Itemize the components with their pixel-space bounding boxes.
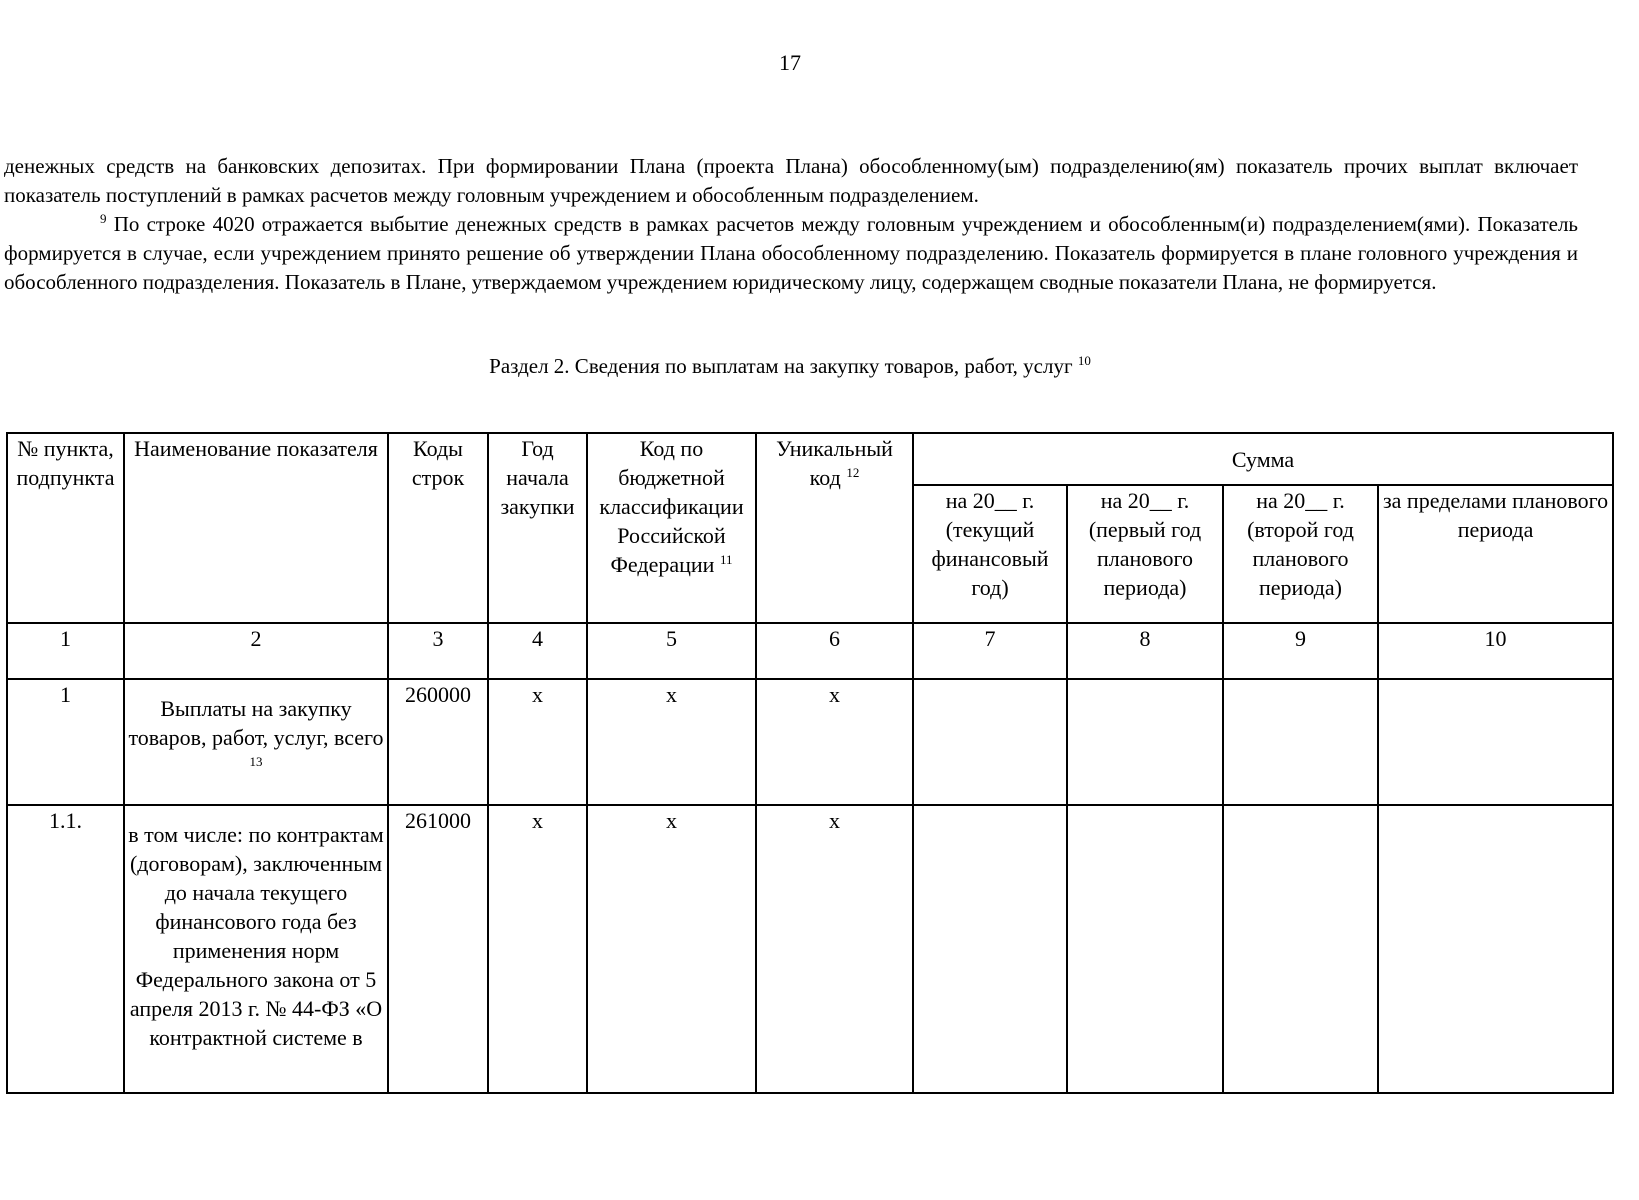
header-unique-code-footnote: 12 [846,465,860,480]
row-sum-cell [1378,679,1613,805]
row-year: x [488,805,587,1093]
header-budget-code [587,433,756,623]
column-number-row [7,623,1613,679]
section-footnote-marker: 10 [1077,353,1091,368]
row-code: 261000 [388,805,488,1093]
row-sum-cell [1067,679,1223,805]
column-number: 5 [587,623,756,679]
footnote-9-paragraph [4,210,1578,297]
row-year: x [488,679,587,805]
header-item-number: № пункта, подпункта [7,433,124,623]
header-budget-code-text: Код по бюджетной классификации Российской Федерации [599,436,744,577]
header-sum-current-year: на 20__ г. (текущий финансовый год) [913,485,1067,623]
row-code: 260000 [388,679,488,805]
header-sum-second-plan-year: на 20__ г. (второй год планового периода) [1223,485,1378,623]
purchase-payments-table [6,432,1614,1094]
column-number: 1 [7,623,124,679]
row-budget-code: x [587,805,756,1093]
section-title [0,354,1580,379]
header-indicator-name: Наименование показателя [124,433,388,623]
row-sum-cell [1378,805,1613,1093]
header-unique-code-text: Уникальный код [776,436,893,490]
header-line-codes: Коды строк [388,433,488,623]
header-sum-first-plan-year: на 20__ г. (первый год планового периода) [1067,485,1223,623]
footnote-9-text: По строке 4020 отражается выбытие денежных средств в рамках расчетов между головным учреждением и обособленным(и) подразделением(ями). Показатель формируется в случае, если учреждением принято решение об утверждении Плана обособленному подразделению. Показатель формируется в плане головного учреждения и обособленного подразделения. Показатель в Плане, утверждаемом учреждением юридическому лицу, содержащем сводные показатели Плана, не формируется. [4,212,1578,294]
paragraph-continuation: денежных средств на банковских депозитах. При формировании Плана (проекта Плана) обособленному(ым) подразделению(ям) показатель прочих выплат включает показатель поступлений в рамках расчетов между головным учреждением и обособленным подразделением. [4,154,1578,207]
column-number: 2 [124,623,388,679]
row-name-footnote: 13 [249,754,263,769]
column-number: 8 [1067,623,1223,679]
footnote-marker: 9 [100,211,107,226]
row-name-text: в том числе: по контрактам (договорам), заключенным до начала текущего финансового года без применения норм Федерального закона от 5 апреля 2013 г. № 44-ФЗ «О контрактной системе в [128,822,384,1050]
header-sum-beyond-plan: за пределами планового периода [1378,485,1613,623]
table-row [7,805,1613,1093]
column-number: 7 [913,623,1067,679]
header-unique-code [756,433,913,623]
body-text [4,152,1578,297]
row-number: 1.1. [7,805,124,1093]
column-number: 9 [1223,623,1378,679]
row-sum-cell [913,679,1067,805]
column-number: 10 [1378,623,1613,679]
header-sum: Сумма [913,433,1613,485]
row-name [124,805,388,1093]
row-name-text: Выплаты на закупку товаров, работ, услуг, всего [128,696,384,750]
row-unique-code: x [756,679,913,805]
row-sum-cell [1223,679,1378,805]
table-row [7,679,1613,805]
header-budget-code-footnote: 11 [719,552,733,567]
row-sum-cell [1223,805,1378,1093]
table-header-row [7,433,1613,485]
column-number: 3 [388,623,488,679]
column-number: 6 [756,623,913,679]
row-budget-code: x [587,679,756,805]
section-title-text: Раздел 2. Сведения по выплатам на закупку товаров, работ, услуг [489,354,1073,378]
row-unique-code: x [756,805,913,1093]
row-sum-cell [1067,805,1223,1093]
page-number: 17 [779,50,801,75]
row-number: 1 [7,679,124,805]
row-name [124,679,388,805]
header-purchase-year: Год начала закупки [488,433,587,623]
column-number: 4 [488,623,587,679]
row-sum-cell [913,805,1067,1093]
